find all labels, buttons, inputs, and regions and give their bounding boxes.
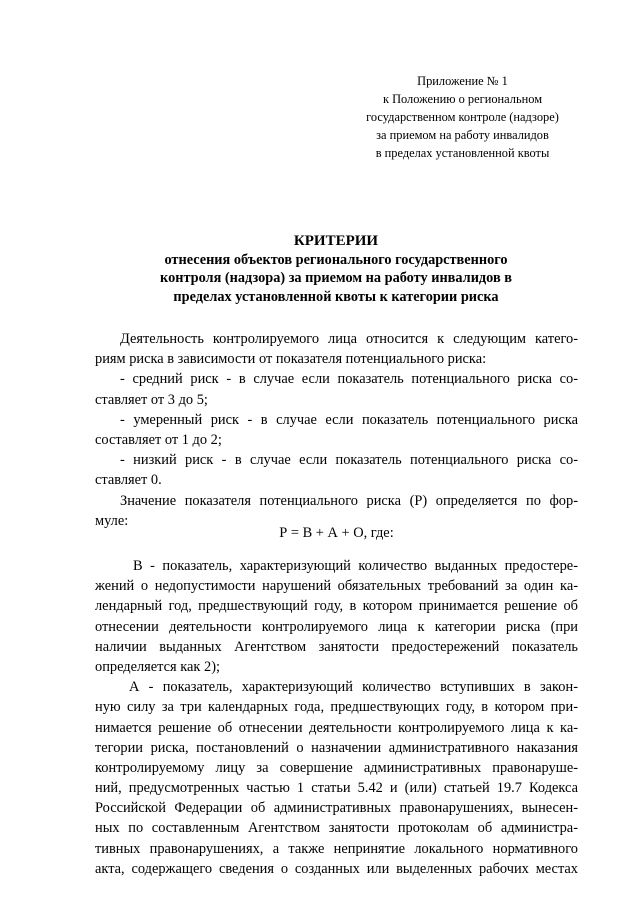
risk-formula: Р = В + А + О, где: [279, 525, 394, 541]
text-line: контролируемому лицу за совершение административных правонаруше- [95, 759, 578, 776]
text-line: ний, предусмотренных частью 1 статьи 5.42 и (или) статьей 19.7 Кодекса [95, 780, 578, 797]
annex-line: к Положению о региональном [382, 92, 543, 106]
text-line: Значение показателя потенциального риска (Р) определяется по фор- [120, 492, 578, 509]
criteria-text [95, 329, 578, 531]
title-main: КРИТЕРИИ [293, 233, 379, 249]
text-line: наличии выданных Агентством занятости предостережений показатель [95, 638, 578, 655]
text-line: лендарный год, предшествующий году, в котором принимается решение об [95, 598, 578, 615]
title-line: отнесения объектов регионального государственного [164, 251, 508, 268]
document-title [100, 232, 572, 306]
title-line: пределах установленной квоты к категории риска [173, 288, 499, 305]
text-line: А - показатель, характеризующий количество вступивших в закон- [129, 679, 578, 696]
text-line: составляет от 1 до 2; [95, 431, 222, 448]
text-line: тегории риска, постановлений о назначении административного наказания [95, 739, 578, 756]
annex-header [355, 72, 570, 162]
text-line: риям риска в зависимости от показателя потенциального риска: [95, 351, 487, 368]
text-line: Российской Федерации об административных правонарушениях, вынесен- [95, 800, 578, 817]
text-line: - средний риск - в случае если показатель потенциального риска со- [120, 371, 578, 388]
text-line: В - показатель, характеризующий количество выданных предостере- [133, 558, 578, 574]
text-line: ных по составленным Агентством занятости протоколам об администра- [95, 820, 578, 837]
text-line: жений о недопустимости нарушений обязательных требований за один ка- [95, 578, 578, 595]
text-line: ставляет 0. [95, 472, 162, 489]
annex-line: государственном контроле (надзоре) [366, 110, 559, 124]
text-line: отнесении деятельности контролируемого лица к категории риска (при [95, 618, 578, 635]
text-line: - умеренный риск - в случае если показатель потенциального риска [120, 411, 578, 428]
text-line: определяется как 2); [95, 658, 220, 675]
annex-line: Приложение № 1 [417, 74, 508, 88]
text-line: ставляет от 3 до 5; [95, 391, 208, 408]
text-line: Деятельность контролируемого лица относится к следующим катего- [120, 331, 578, 347]
annex-line: за приемом на работу инвалидов [376, 128, 549, 142]
indicators-text [95, 556, 578, 879]
title-line: контроля (надзора) за приемом на работу инвалидов в [160, 270, 512, 287]
text-line: акта, содержащего сведения о созданных или выделенных рабочих местах [95, 860, 578, 877]
text-line: ную силу за три календарных года, предшествующих году, в котором при- [95, 699, 578, 716]
text-line: тивных правонарушениях, а также непринятие локального нормативного [95, 840, 578, 857]
text-line: муле: [95, 512, 129, 529]
annex-line: в пределах установленной квоты [375, 146, 550, 160]
text-line: - низкий риск - в случае если показатель потенциального риска со- [120, 452, 578, 469]
text-line: нимается решение об отнесении деятельности контролируемого лица к ка- [95, 719, 578, 736]
